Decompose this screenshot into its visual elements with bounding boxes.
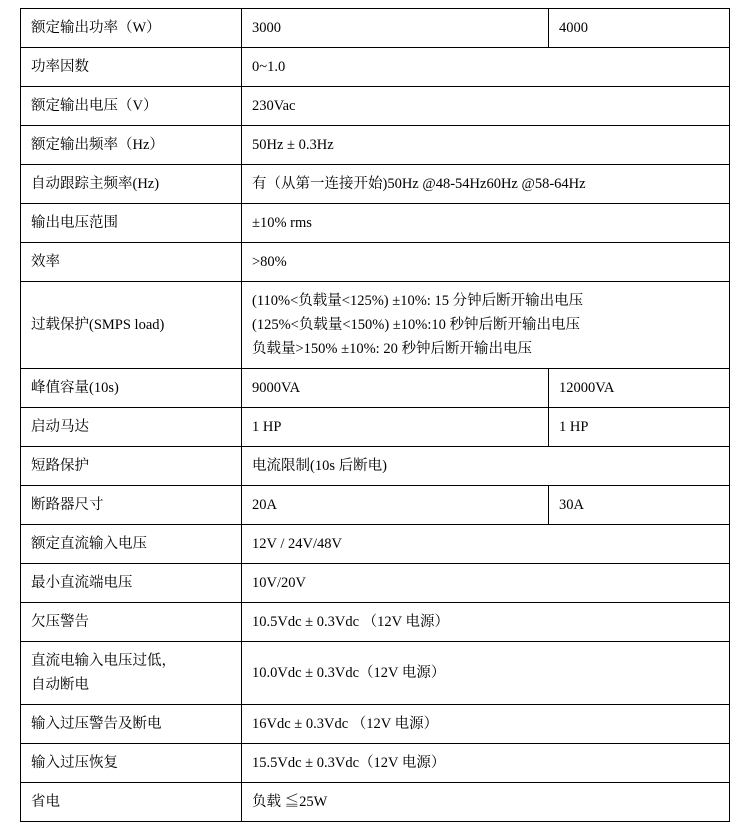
row-label <box>21 408 242 447</box>
table-row <box>21 282 730 369</box>
row-value <box>242 126 730 165</box>
row-label <box>21 603 242 642</box>
table-row <box>21 126 730 165</box>
row-label-text: 最小直流端电压 <box>31 574 133 591</box>
table-row <box>21 87 730 126</box>
table-row <box>21 165 730 204</box>
row-value-text: 3000 <box>252 19 281 36</box>
row-value <box>242 486 549 525</box>
row-value-text: 30A <box>559 496 584 513</box>
table-row <box>21 9 730 48</box>
row-value <box>549 408 730 447</box>
row-label-text: 额定输出功率（W） <box>31 19 161 36</box>
table-row <box>21 705 730 744</box>
row-label-text: 额定直流输入电压 <box>31 535 147 552</box>
row-label <box>21 48 242 87</box>
row-value <box>242 525 730 564</box>
row-value-text: 9000VA <box>252 379 301 396</box>
row-value-text: 0~1.0 <box>252 58 286 75</box>
row-label <box>21 564 242 603</box>
table-row <box>21 204 730 243</box>
row-value <box>242 603 730 642</box>
row-label <box>21 87 242 126</box>
row-label <box>21 369 242 408</box>
row-label-text: 效率 <box>31 253 60 270</box>
row-value <box>242 243 730 282</box>
row-value <box>242 642 730 705</box>
table-row <box>21 744 730 783</box>
table-row <box>21 525 730 564</box>
row-value <box>242 282 730 369</box>
row-value <box>242 564 730 603</box>
row-label-text: 欠压警告 <box>31 613 89 630</box>
row-label-text: 功率因数 <box>31 58 89 75</box>
row-label <box>21 783 242 822</box>
row-value-text: 10.5Vdc ± 0.3Vdc （12V 电源） <box>252 613 449 630</box>
row-value-text: 16Vdc ± 0.3Vdc （12V 电源） <box>252 715 439 732</box>
row-value <box>242 204 730 243</box>
row-label-text: 输入过压恢复 <box>31 754 118 771</box>
row-label <box>21 486 242 525</box>
row-value-text: 负载 ≦25W <box>252 793 328 810</box>
row-value-text: 15.5Vdc ± 0.3Vdc（12V 电源） <box>252 754 446 771</box>
row-value <box>549 9 730 48</box>
row-label-text: 输入过压警告及断电 <box>31 715 162 732</box>
row-value-text: ±10% rms <box>252 214 312 231</box>
table-row <box>21 369 730 408</box>
row-value-text: >80% <box>252 253 287 270</box>
row-value-text: 12000VA <box>559 379 615 396</box>
table-row <box>21 243 730 282</box>
row-value <box>242 165 730 204</box>
row-value <box>242 48 730 87</box>
row-label-text: 断路器尺寸 <box>31 496 104 513</box>
row-value-text: 有（从第一连接开始)50Hz @48-54Hz60Hz @58-64Hz <box>252 175 586 192</box>
row-value-text: 10V/20V <box>252 574 306 591</box>
row-value-text: 4000 <box>559 19 588 36</box>
row-label <box>21 642 242 705</box>
row-value <box>242 408 549 447</box>
row-label-text: 自动跟踪主频率(Hz) <box>31 175 160 192</box>
row-label-text: 峰值容量(10s) <box>31 379 119 396</box>
row-label <box>21 165 242 204</box>
table-row <box>21 408 730 447</box>
row-label <box>21 744 242 783</box>
table-row <box>21 447 730 486</box>
row-value <box>549 486 730 525</box>
row-label <box>21 705 242 744</box>
row-value-text: 1 HP <box>252 418 282 435</box>
row-value <box>549 369 730 408</box>
row-value <box>242 744 730 783</box>
row-value <box>242 783 730 822</box>
row-label <box>21 204 242 243</box>
row-value-text: 10.0Vdc ± 0.3Vdc（12V 电源） <box>252 664 446 681</box>
table-row <box>21 564 730 603</box>
row-value <box>242 705 730 744</box>
row-label <box>21 243 242 282</box>
table-row <box>21 486 730 525</box>
row-label <box>21 282 242 369</box>
table-row <box>21 48 730 87</box>
row-value-text: 20A <box>252 496 277 513</box>
row-value-text: 50Hz ± 0.3Hz <box>252 136 334 153</box>
row-label <box>21 126 242 165</box>
row-label <box>21 447 242 486</box>
row-value <box>242 447 730 486</box>
row-label-text: 短路保护 <box>31 457 89 474</box>
row-value <box>242 87 730 126</box>
row-value-text: 230Vac <box>252 97 296 114</box>
row-value-text: 1 HP <box>559 418 589 435</box>
table-row <box>21 603 730 642</box>
row-label <box>21 525 242 564</box>
row-value <box>242 369 549 408</box>
row-label-text: 额定输出频率（Hz） <box>31 136 164 153</box>
row-label <box>21 9 242 48</box>
specification-table-body <box>21 9 730 822</box>
row-label-text: 输出电压范围 <box>31 214 118 231</box>
row-value <box>242 9 549 48</box>
row-value-text: 电流限制(10s 后断电) <box>252 457 387 474</box>
table-row <box>21 783 730 822</box>
row-label-text: 直流电输入电压过低， 自动断电 <box>31 652 176 693</box>
row-label-text: 启动马达 <box>31 418 89 435</box>
row-label-text: 过载保护(SMPS load) <box>31 316 165 333</box>
row-label-text: 省电 <box>31 793 60 810</box>
row-label-text: 额定输出电压（V） <box>31 97 158 114</box>
row-value-text: (110%<负载量<125%) ±10%: 15 分钟后断开输出电压 (125%<负载量<150%) ±10%:10 秒钟后断开输出电压 负载量>150% ±10%: 20 秒钟后断开输出电压 <box>252 292 584 357</box>
row-value-text: 12V / 24V/48V <box>252 535 342 552</box>
table-row <box>21 642 730 705</box>
specification-table <box>20 8 730 822</box>
